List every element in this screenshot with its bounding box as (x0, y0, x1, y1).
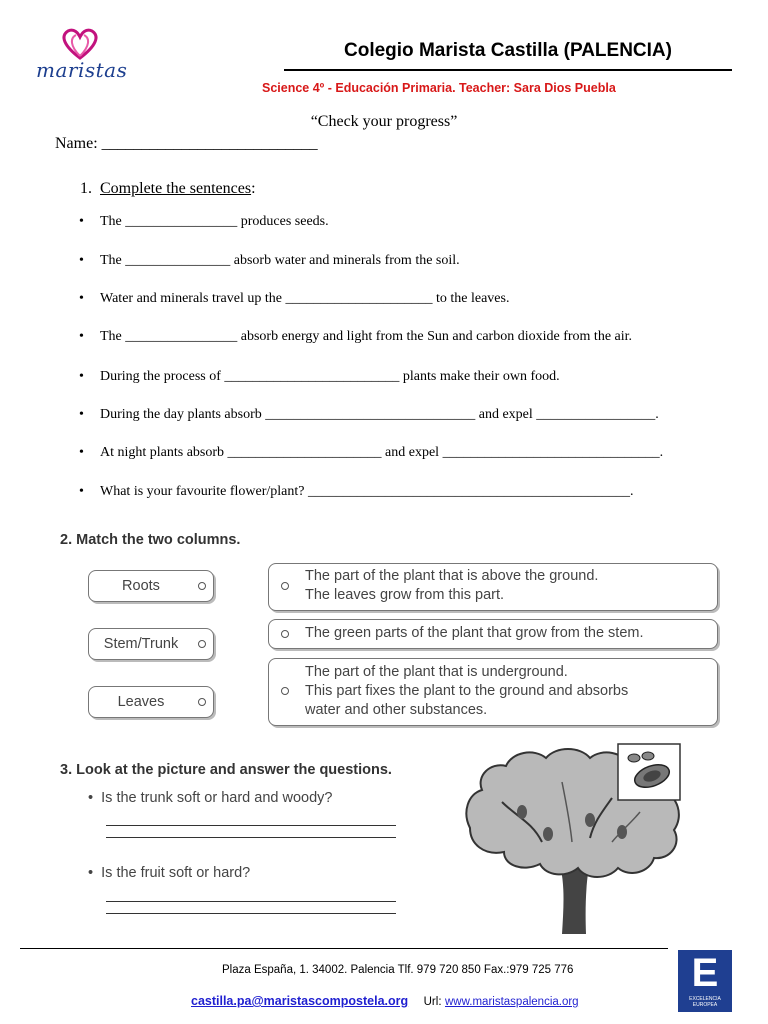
description-line: The part of the plant that is underground. (305, 664, 568, 680)
section-3-heading: 3. Look at the picture and answer the questions. (60, 762, 392, 778)
bullet-icon: • (88, 865, 102, 881)
logo-wordmark: maristas (36, 58, 128, 82)
sentence-text: Water and minerals travel up the _____________________ to the leaves. (100, 291, 510, 306)
match-right-1[interactable] (268, 563, 718, 611)
match-right-3[interactable] (268, 658, 718, 726)
match-left-leaves[interactable] (88, 686, 214, 718)
school-name: Colegio Marista Castilla (PALENCIA) (344, 40, 672, 61)
bullet-icon: • (79, 484, 84, 499)
connector-dot-icon[interactable] (281, 630, 289, 638)
url-label: Url: (423, 996, 442, 1008)
tree-picture (462, 742, 724, 934)
match-left-label: Leaves (117, 694, 165, 710)
course-subtitle: Science 4º - Educación Primaria. Teacher: Sara Dios Puebla (262, 81, 616, 95)
section-1-colon: : (251, 180, 256, 197)
match-left-label: Stem/Trunk (103, 636, 179, 652)
footer-divider (20, 948, 668, 949)
bullet-icon: • (88, 790, 102, 806)
badge-letter: E (691, 951, 719, 995)
excellence-badge (678, 950, 732, 1012)
bullet-icon: • (79, 214, 84, 229)
list-item[interactable] (79, 407, 659, 423)
maristas-logo (30, 22, 136, 88)
bullet-icon: • (79, 291, 84, 306)
match-left-stem[interactable] (88, 628, 214, 660)
heart-logo-icon (58, 26, 102, 60)
badge-text: EXCELENCIA EUROPEA (689, 996, 721, 1008)
page-title: “Check your progress” (310, 113, 458, 130)
bullet-icon: • (79, 445, 84, 460)
match-right-2[interactable] (268, 619, 718, 649)
description-line: The green parts of the plant that grow from the stem. (305, 625, 644, 641)
description-line: This part fixes the plant to the ground and absorbs (305, 683, 629, 699)
header-divider (284, 69, 732, 71)
section-1-number: 1. (80, 180, 92, 197)
bullet-icon: • (79, 329, 84, 344)
question-text: Is the trunk soft or hard and woody? (101, 790, 333, 806)
question-text: Is the fruit soft or hard? (101, 865, 251, 881)
connector-dot-icon[interactable] (281, 582, 289, 590)
section-1-heading (80, 180, 256, 198)
sentence-text: During the day plants absorb ______________________________ and expel _________________. (100, 407, 659, 422)
answer-line[interactable] (106, 901, 396, 902)
connector-dot-icon[interactable] (198, 640, 206, 648)
list-item[interactable] (79, 329, 632, 345)
sentence-text: The ________________ produces seeds. (100, 214, 329, 229)
sentence-text: The _______________ absorb water and minerals from the soil. (100, 253, 460, 268)
question-1 (88, 790, 332, 806)
list-item[interactable] (79, 291, 509, 307)
sentence-text: During the process of _________________________ plants make their own food. (100, 369, 560, 384)
email-link[interactable]: castilla.pa@maristascompostela.org (191, 994, 409, 1008)
section-1-title: Complete the sentences (100, 180, 252, 197)
footer-address: Plaza España, 1. 34002. Palencia Tlf. 979 720 850 Fax.:979 725 776 (222, 964, 574, 976)
answer-line[interactable] (106, 913, 396, 914)
connector-dot-icon[interactable] (198, 698, 206, 706)
question-2 (88, 865, 250, 881)
website-link[interactable]: www.maristaspalencia.org (445, 996, 579, 1008)
list-item[interactable] (79, 484, 633, 500)
match-left-label: Roots (122, 578, 160, 594)
match-left-roots[interactable] (88, 570, 214, 602)
connector-dot-icon[interactable] (198, 582, 206, 590)
description-line: The part of the plant that is above the ground. (305, 568, 599, 584)
footer-contact (191, 994, 579, 1008)
list-item[interactable] (79, 445, 663, 461)
bullet-icon: • (79, 407, 84, 422)
connector-dot-icon[interactable] (281, 687, 289, 695)
bullet-icon: • (79, 369, 84, 384)
list-item[interactable] (79, 369, 560, 385)
sentence-text: At night plants absorb ______________________ and expel _______________________________. (100, 445, 664, 460)
sentence-text: What is your favourite flower/plant? ______________________________________________. (100, 484, 634, 499)
answer-line[interactable] (106, 825, 396, 826)
answer-line[interactable] (106, 837, 396, 838)
name-field[interactable]: Name: ___________________________ (55, 135, 318, 152)
sentence-text: The ________________ absorb energy and light from the Sun and carbon dioxide from the air. (100, 329, 633, 344)
description-line: water and other substances. (305, 702, 488, 718)
description-line: The leaves grow from this part. (305, 587, 505, 603)
list-item[interactable] (79, 214, 329, 230)
list-item[interactable] (79, 253, 460, 269)
bullet-icon: • (79, 253, 84, 268)
section-2-heading: 2. Match the two columns. (60, 532, 241, 548)
